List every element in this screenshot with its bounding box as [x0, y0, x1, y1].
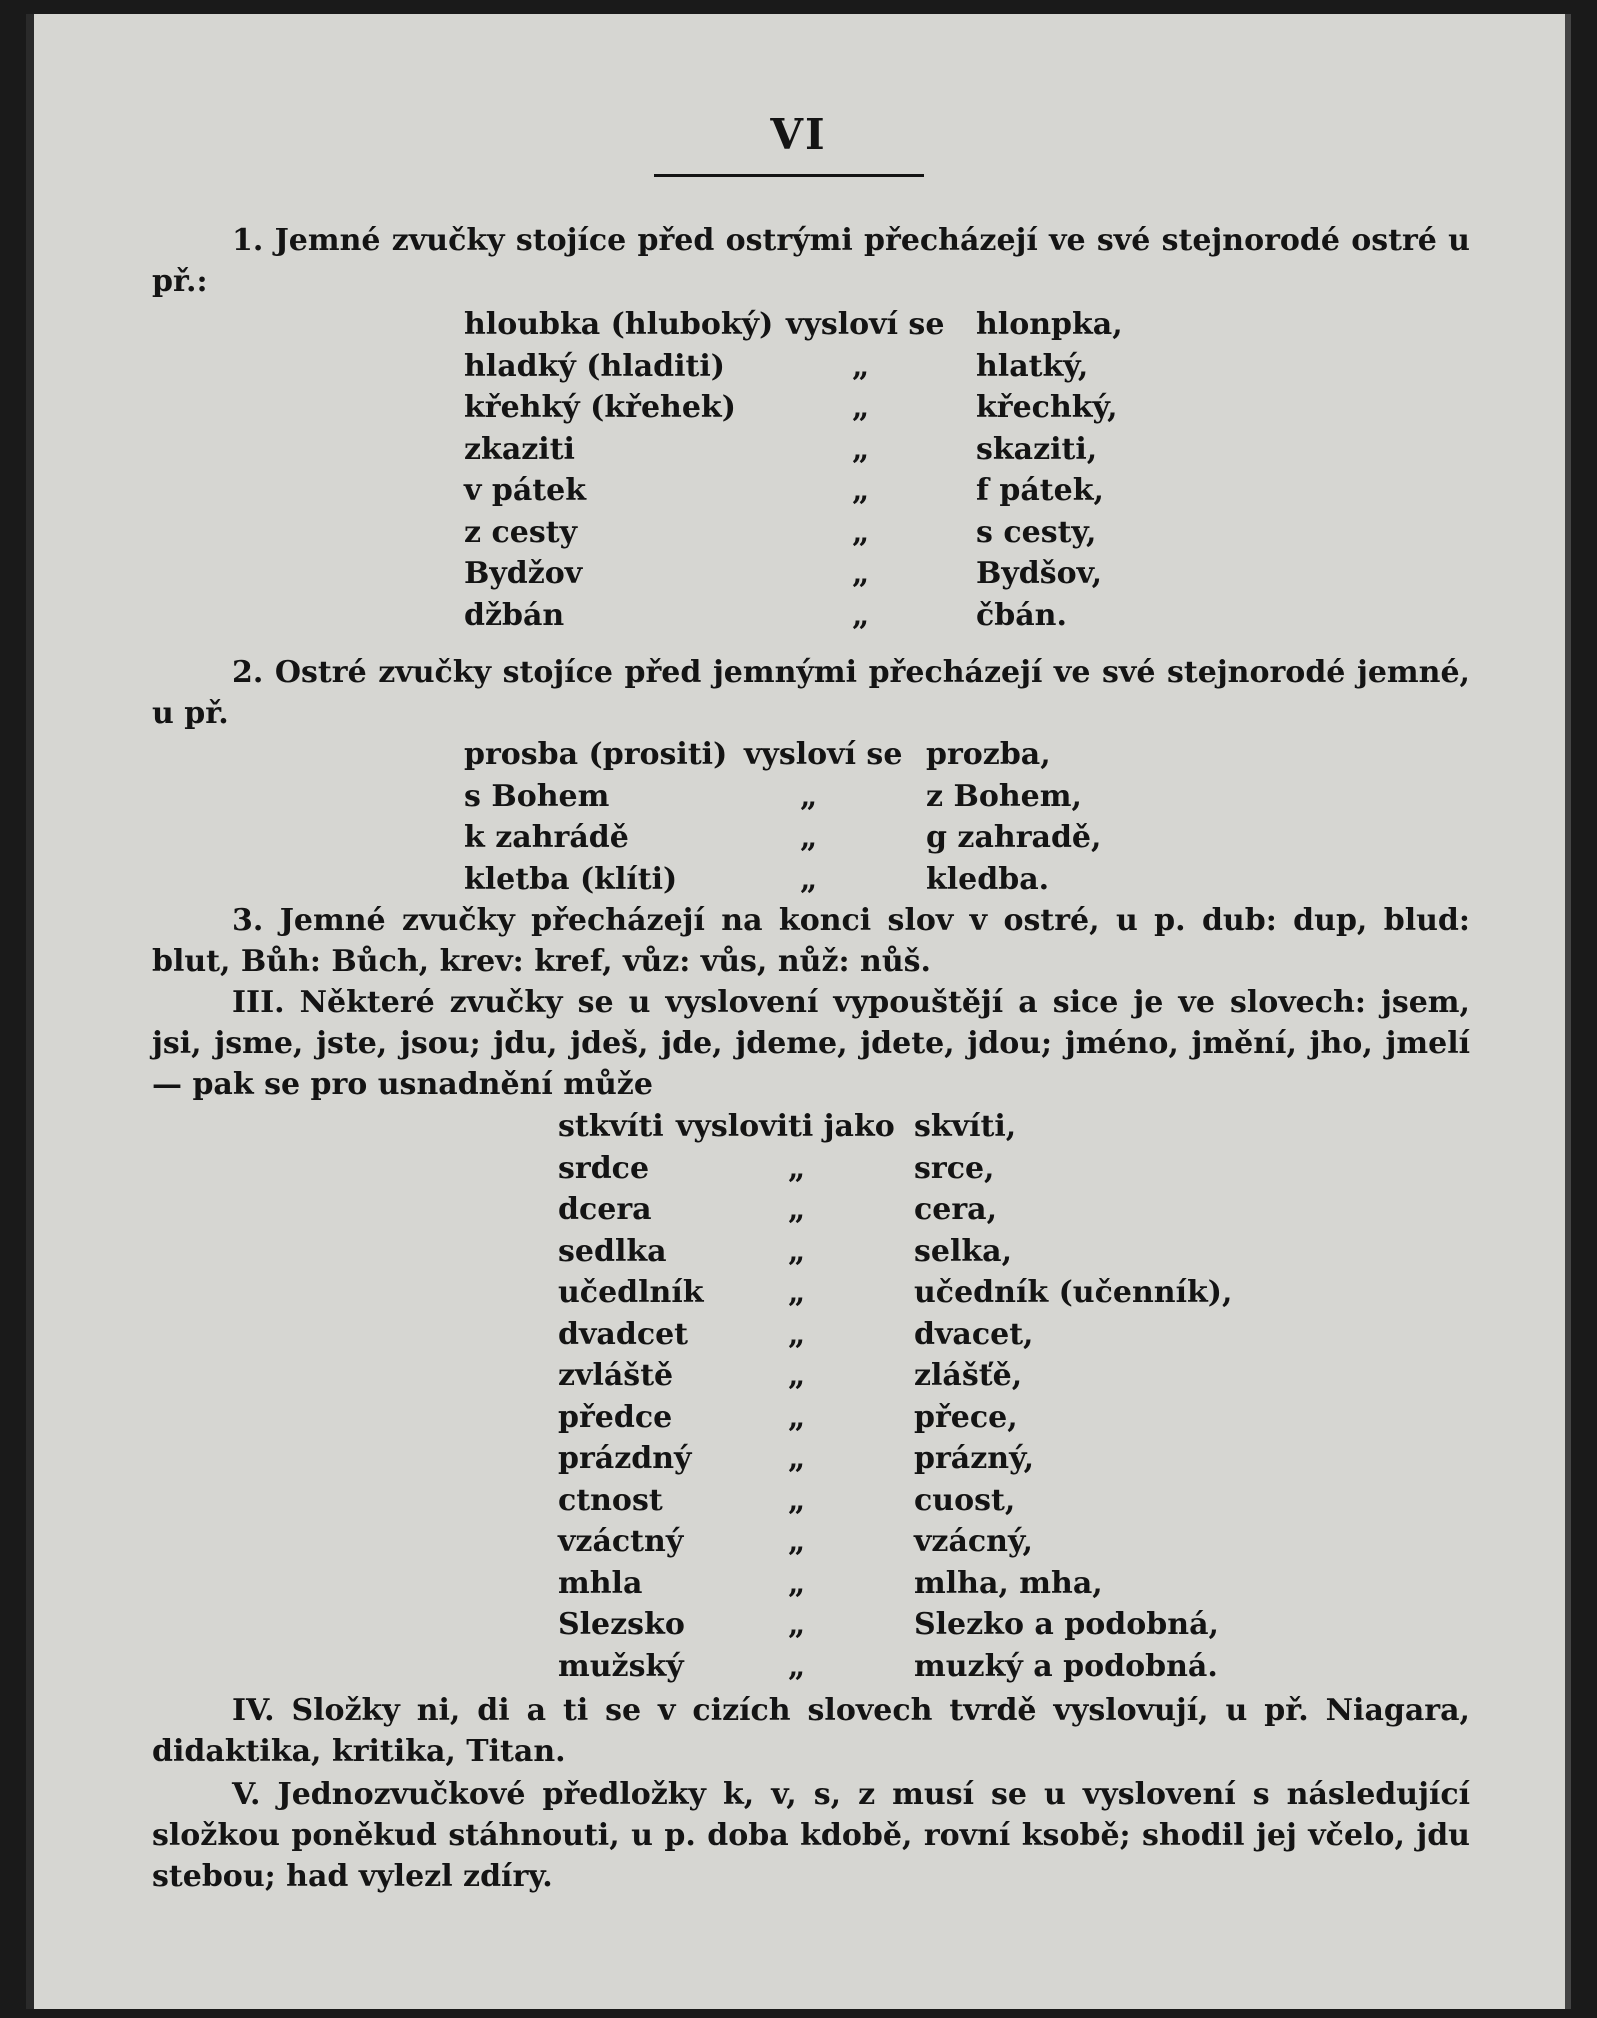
example-pronunciation: zlášťě,	[914, 1358, 1023, 1393]
section-IV: IV. Složky ni, di a ti se v cizích slovech tvrdě vyslovují, u př. Niagara, didaktika, kritika, Titan.	[152, 1693, 1470, 1769]
example-pronunciation: g zahradě,	[926, 820, 1102, 855]
ditto-mark: „	[852, 514, 870, 550]
example-pronunciation: selka,	[914, 1233, 1013, 1269]
example-pronunciation: muzký a podobná.	[914, 1648, 1218, 1684]
document-page	[26, 14, 1571, 2009]
ditto-mark: „	[788, 1648, 806, 1684]
ditto-mark: „	[788, 1482, 806, 1518]
example-word: hloubka (hluboký)	[464, 307, 774, 342]
example-pronunciation: Slezko a podobná,	[914, 1607, 1219, 1642]
section-2-intro: 2. Ostré zvučky stojíce před jemnými přecházejí ve své stejnorodé jemné, u př.	[152, 655, 1470, 731]
example-pronunciation: cera,	[914, 1192, 998, 1227]
example-word: prázdný	[558, 1441, 692, 1476]
example-pronunciation: vzácný,	[914, 1524, 1033, 1559]
ditto-mark: „	[788, 1316, 806, 1352]
example-word: kletba (klíti)	[464, 861, 678, 897]
ditto-mark: „	[788, 1441, 806, 1476]
ditto-mark: „	[788, 1233, 806, 1269]
ditto-mark: „	[788, 1565, 806, 1601]
example-pronunciation: dvacet,	[914, 1316, 1034, 1352]
pronunciation-phrase: vysloví se	[744, 737, 903, 772]
example-word: Bydžov	[464, 556, 583, 591]
example-word: křehký (křehek)	[464, 390, 736, 425]
example-word: stkvíti	[558, 1109, 664, 1144]
ditto-mark: „	[852, 390, 870, 425]
example-pronunciation: prázný,	[914, 1441, 1035, 1476]
example-pronunciation: skvíti,	[914, 1109, 1017, 1144]
section-1-intro: 1. Jemné zvučky stojíce před ostrými přecházejí ve své stejnorodé ostré u př.:	[152, 223, 1470, 299]
example-pronunciation: mlha, mha,	[914, 1565, 1103, 1601]
header-rule	[654, 174, 924, 177]
section-V: V. Jednozvučkové předložky k, v, s, z musí se u vyslovení s následující složkou poněkud stáhnouti, u p. doba kdobě, rovní ksobě; shodil jej včelo, jdu stebou; had vylezl zdíry.	[152, 1777, 1470, 1894]
ditto-mark: „	[800, 820, 818, 855]
example-pronunciation: čbán.	[976, 597, 1067, 633]
section-3: 3. Jemné zvučky přecházejí na konci slov v ostré, u p. dub: dup, blud: blut, Bůh: Bůch, krev: kref, vůz: vůs, nůž: nůš.	[152, 903, 1470, 979]
example-pronunciation: z Bohem,	[926, 778, 1082, 814]
page-right-edge	[1565, 14, 1571, 2009]
ditto-mark: „	[788, 1399, 806, 1435]
example-word: dcera	[558, 1192, 652, 1227]
example-pronunciation: Bydšov,	[976, 556, 1103, 591]
ditto-mark: „	[852, 597, 870, 633]
example-pronunciation: hlatký,	[976, 348, 1089, 384]
example-pronunciation: srce,	[914, 1150, 995, 1186]
example-word: sedlka	[558, 1233, 667, 1269]
example-word: zvláště	[558, 1358, 674, 1393]
example-pronunciation: kledba.	[926, 861, 1050, 897]
example-word: Slezsko	[558, 1607, 685, 1642]
example-pronunciation: cuost,	[914, 1482, 1016, 1518]
ditto-mark: „	[788, 1358, 806, 1393]
example-word: k zahrádě	[464, 820, 629, 855]
ditto-mark: „	[788, 1275, 806, 1310]
example-word: dvadcet	[558, 1316, 689, 1352]
ditto-mark: „	[788, 1524, 806, 1559]
example-word: učedlník	[558, 1275, 704, 1310]
pronunciation-phrase: vysloví se	[786, 307, 945, 342]
example-pronunciation: prozba,	[926, 737, 1051, 772]
example-word: mužský	[558, 1648, 684, 1684]
example-pronunciation: učedník (učenník),	[914, 1275, 1233, 1310]
example-word: s Bohem	[464, 778, 610, 814]
ditto-mark: „	[788, 1192, 806, 1227]
ditto-mark: „	[800, 861, 818, 897]
ditto-mark: „	[788, 1150, 806, 1186]
ditto-mark: „	[788, 1607, 806, 1642]
example-word: předce	[558, 1399, 673, 1435]
example-pronunciation: f pátek,	[976, 473, 1104, 508]
example-pronunciation: křechký,	[976, 390, 1118, 425]
ditto-mark: „	[852, 473, 870, 508]
example-word: hladký (hladiti)	[464, 348, 725, 384]
example-pronunciation: s cesty,	[976, 514, 1097, 550]
example-word: mhla	[558, 1565, 643, 1601]
example-word: ctnost	[558, 1482, 663, 1518]
ditto-mark: „	[852, 348, 870, 384]
ditto-mark: „	[800, 778, 818, 814]
example-word: džbán	[464, 597, 565, 633]
example-word: prosba (prositi)	[464, 737, 728, 772]
pronunciation-phrase: vysloviti jako	[676, 1109, 895, 1144]
example-word: zkaziti	[464, 431, 575, 467]
example-pronunciation: hlonpka,	[976, 307, 1123, 342]
page-left-edge	[26, 14, 34, 2009]
example-word: z cesty	[464, 514, 578, 550]
page-number: VI	[770, 110, 827, 159]
example-pronunciation: přece,	[914, 1399, 1018, 1435]
example-word: srdce	[558, 1150, 650, 1186]
example-word: v pátek	[464, 473, 587, 508]
ditto-mark: „	[852, 556, 870, 591]
example-word: vzáctný	[558, 1524, 684, 1559]
example-pronunciation: skaziti,	[976, 431, 1098, 467]
section-III-intro: III. Některé zvučky se u vyslovení vypouštějí a sice je ve slovech: jsem, jsi, jsme, jste, jsou; jdu, jdeš, jde, jdeme, jdete, jdou; jméno, jmění, jho, jmelí — pak se pro usnadnění může	[152, 985, 1470, 1102]
ditto-mark: „	[852, 431, 870, 467]
